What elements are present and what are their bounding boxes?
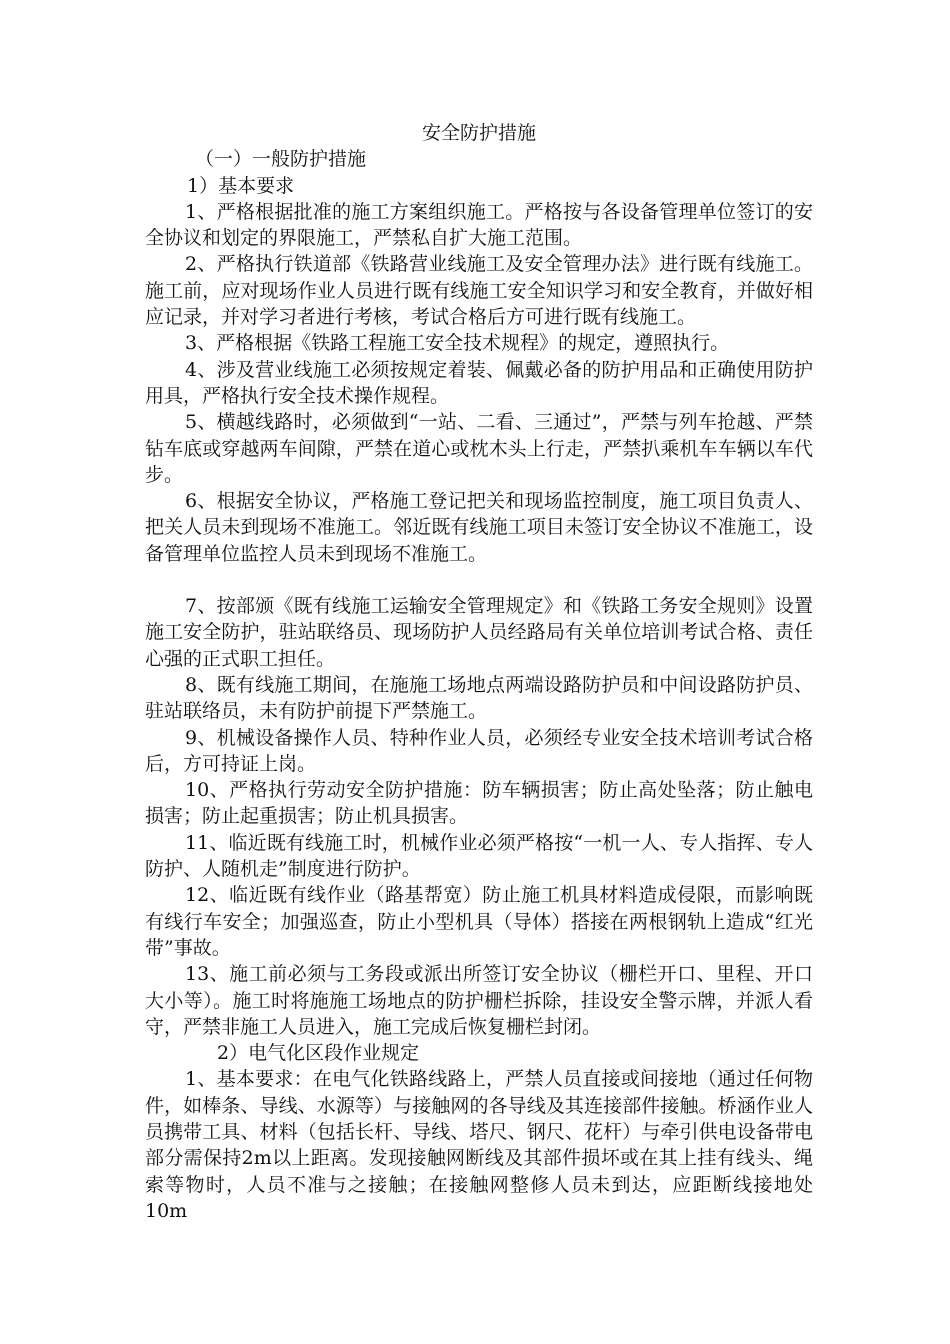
paragraph: 10、严格执行劳动安全防护措施：防车辆损害；防止高处坠落；防止触电损害；防止起重损害；防止机具损害。 (145, 779, 813, 828)
paragraph: 1、严格根据批准的施工方案组织施工。严格按与各设备管理单位签订的安全协议和划定的界限施工，严禁私自扩大施工范围。 (145, 200, 813, 250)
paragraph: 11、临近既有线施工时，机械作业必须严格按“一机一人、专人指挥、专人防护、人随机走”制度进行防护。 (145, 831, 813, 881)
document-page (145, 120, 813, 1224)
paragraph: 13、施工前必须与工务段或派出所签订安全协议（栅栏开口、里程、开口大小等）。施工时将施施工场地点的防护栅栏拆除，挂设安全警示牌，并派人看守，严禁非施工人员进入，施工完成后恢复栅栏封闭。 (145, 963, 813, 1038)
paragraph: 7、按部颁《既有线施工运输安全管理规定》和《铁路工务安全规则》设置施工安全防护，驻站联络员、现场防护人员经路局有关单位培训考试合格、责任心强的正式职工担任。 (145, 595, 813, 670)
document-title: 安全防护措施 (421, 122, 536, 144)
paragraph: 6、根据安全协议，严格施工登记把关和现场监控制度，施工项目负责人、把关人员未到现场不准施工。邻近既有线施工项目未签订安全协议不准施工，设备管理单位监控人员未到现场不准施工。 (145, 490, 813, 565)
subsection-heading-basic: 1）基本要求 (187, 174, 295, 197)
subsection-heading-electrified: 2）电气化区段作业规定 (217, 1042, 420, 1065)
paragraph: 1、基本要求：在电气化铁路线路上，严禁人员直接或间接地（通过任何物件，如棒条、导线、水源等）与接触网的各导线及其连接部件接触。桥涵作业人员携带工具、材料（包括长杆、导线、塔尺、钢尺、花杆）与牵引供电设备带电部分需保持2m以上距离。发现接触网断线及其部件损坏或在其上挂有线头、绳索等物时，人员不准与之接触；在接触网整修人员未到达，应距断线接地处10m (145, 1068, 813, 1222)
blank-line (145, 567, 813, 593)
paragraph: 5、横越线路时，必须做到“一站、二看、三通过”，严禁与列车抢越、严禁钻车底或穿越两车间隙，严禁在道心或枕木头上行走，严禁扒乘机车车辆以车代步。 (145, 411, 813, 486)
paragraph: 9、机械设备操作人员、特种作业人员，必须经专业安全技术培训考试合格后，方可持证上岗。 (145, 726, 813, 775)
paragraph: 12、临近既有线作业（路基帮宽）防止施工机具材料造成侵限，而影响既有线行车安全；加强巡查，防止小型机具（导体）搭接在两根钢轨上造成“红光带”事故。 (145, 884, 813, 959)
paragraph: 8、既有线施工期间，在施施工场地点两端设路防护员和中间设路防护员、驻站联络员，未有防护前提下严禁施工。 (145, 673, 813, 723)
paragraph: 3、严格根据《铁路工程施工安全技术规程》的规定，遵照执行。 (185, 332, 730, 355)
paragraph: 2、严格执行铁道部《铁路营业线施工及安全管理办法》进行既有线施工。施工前，应对现场作业人员进行既有线施工安全知识学习和安全教育，并做好相应记录，并对学习者进行考核，考试合格后方可进行既有线施工。 (145, 253, 813, 329)
section-heading-general: （一）一般防护措施 (195, 148, 367, 171)
paragraph: 4、涉及营业线施工必须按规定着装、佩戴必备的防护用品和正确使用防护用具，严格执行安全技术操作规程。 (145, 358, 813, 407)
